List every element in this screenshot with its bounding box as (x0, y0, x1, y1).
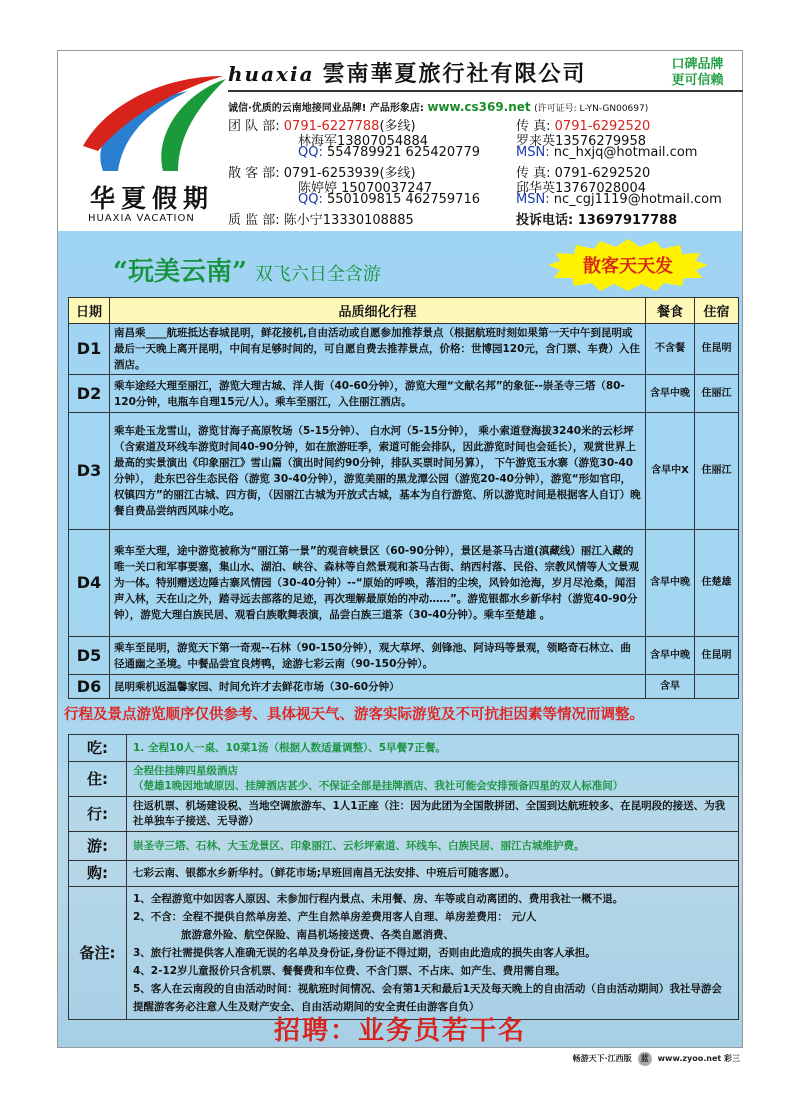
note: 1、全程游览中如因客人原因、未参加行程内景点、未用餐、房、车等或自动离团的、费用我社一概不退。 (133, 893, 624, 905)
tour-title (113, 251, 381, 288)
note: 旅游意外险、航空保险、南昌机场接送费、各类自愿消费、 (181, 929, 454, 941)
label: 行: (69, 797, 127, 832)
qq: 554789921 625420779 (326, 145, 480, 160)
itinerary-section (58, 231, 742, 1047)
msn-label: MSN: (516, 192, 554, 207)
text: 七彩云南、银都水乡新华村。（鲜花市场;早班回南昌无法安排、中班后可随客愿）。 (127, 861, 739, 887)
table-header (69, 298, 739, 324)
title-main: “玩美云南” (113, 257, 247, 287)
desc: 乘车至大理，途中游览被称为“丽江第一景”的观音峡景区（60-90分钟），景区是茶马古道(滇藏线）丽江入藏的唯一关口和军事要塞，集山水、湖泊、峡谷、森林等自然景观和茶马古街、纳西村落、民俗、宗教风情等人文景观为一体。特别赠送边陲古寨风情园（30-40分钟）--“原始的呼唤，落泪的尘埃，风铃如沧海，岁月尽沧桑，闻泪声入林，天在山之外，踏寻远去部落的足迹，再次理解最原始的冲动……”。游览银都水乡新华村（游览40-90分钟），游览大理白族民居、观看白族歌舞表演，品尝白族三道茶（30-40分钟）。乘车至楚雄 。 (110, 530, 646, 637)
stay: 住丽江 (695, 413, 739, 530)
brand-en: huaxia (228, 62, 315, 86)
title-sub: 双飞六日全含游 (254, 264, 381, 285)
quality-dept: 质 监 部: 陈小宁13330108885 (228, 213, 414, 228)
note: (多线) (379, 119, 416, 134)
msn: nc_cgj1119@hotmail.com (553, 192, 722, 207)
note: 5、客人在云南段的自由活动时间：视航班时间情况、会有第1天和最后1天及每天晚上的自由活动（自由活动期间）我社导游会提醒游客务必注意人生及财产安全、自由活动期间的安全责任由游客自负） (133, 983, 722, 1013)
text: 往返机票、机场建设税、当地空调旅游车、1人1正座（注：因为此团为全国散拼团、全国到达航班较多、在昆明段的接送、为我社单独车子接送、无导游） (127, 797, 739, 832)
burst-text: 散客天天发 (583, 256, 673, 277)
desc: 昆明乘机返温馨家园、时间允许才去鲜花市场（30-60分钟） (110, 675, 646, 699)
slogan (655, 57, 740, 89)
itinerary-table (68, 297, 739, 699)
daily-departure-badge (548, 239, 708, 291)
retail-qq (298, 192, 480, 207)
day: D1 (69, 324, 110, 375)
qq-label: QQ: (298, 145, 327, 160)
info-row-eat (69, 735, 739, 762)
day: D5 (69, 637, 110, 675)
retail-msn (516, 192, 722, 207)
label: 备注: (69, 887, 127, 1020)
slogan-line: 更可信赖 (671, 73, 724, 88)
table-row (69, 530, 739, 637)
flyer (57, 50, 743, 1048)
label: 游: (69, 832, 127, 861)
info-row-shop (69, 861, 739, 887)
note: 2、不含：全程不提供自然单房差、产生自然单房差费用客人自理、单房差费用： 元/人 (133, 911, 537, 923)
complaint-phone: 投诉电话: 13697917788 (516, 213, 678, 228)
note: 3、旅行社需提供客人准确无误的名单及身份证,身份证不得过期，否则由此造成的损失由客人承担。 (133, 947, 596, 959)
label: 团 队 部: (228, 119, 284, 134)
day: D3 (69, 413, 110, 530)
table-row (69, 324, 739, 375)
info-row-travel (69, 797, 739, 832)
label: 购: (69, 861, 127, 887)
note: 4、2-12岁儿童报价只含机票、餐餐费和车位费、不含门票、不占床、如产生、费用需自理。 (133, 965, 566, 977)
day: D4 (69, 530, 110, 637)
meal: 含早中晚 (646, 375, 695, 413)
slogan-line: 口碑品牌 (671, 57, 724, 72)
table-row (69, 375, 739, 413)
label: 传 真: (516, 166, 555, 181)
label: 散 客 部: (228, 166, 284, 181)
license: (许可证号: L-YN-GN00697) (534, 104, 649, 114)
logo-cn: 华夏假期 (90, 184, 215, 213)
msn: nc_hxjq@hotmail.com (553, 145, 698, 160)
stay: 住楚雄 (695, 530, 739, 637)
stay: 住丽江 (695, 375, 739, 413)
table-row (69, 675, 739, 699)
label: 吃: (69, 735, 127, 762)
label: 住: (69, 762, 127, 797)
team-contact2: 罗来英13576279958 (516, 134, 646, 149)
qq: 550109815 462759716 (326, 192, 480, 207)
section: 畅游天下·江西版 (572, 1054, 632, 1063)
team-msn (516, 145, 697, 160)
meal: 含早 (646, 675, 695, 699)
badge: 蓝 (638, 1052, 652, 1066)
stay: 住昆明 (695, 324, 739, 375)
brand-cn: 雲南華夏旅行社有限公司 (322, 61, 587, 87)
label: 传 真: (516, 119, 555, 134)
desc: 乘车赴玉龙雪山，游览甘海子高原牧场（5-15分钟）、 白水河（5-15分钟）， 乘小索道登海拔3240米的云杉坪（含索道及环线车游览时间40-90分钟，如在旅游旺季，索道可能会排队，因此游览时间也会延长），观赏世界上最高的实景演出《印象丽江》雪山篇（演出时间约90分钟，排队买票时间另算）， 下午游览玉水寨（游览30-40分钟）， 赴东巴谷生态民俗（游览 30-40分钟），游览美丽的黑龙潭公园（游览20-40分钟），游览“形如官印，权镇四方”的丽江古城、四方街，（因丽江古城为开放式古城，基本为自行游览、所以游览时间是根据客人自订）晚餐自费品尝纳西风味小吃。 (110, 413, 646, 530)
adjustment-notice: 行程及景点游览顺序仅供参考、具体视天气、游客实际游览及不可抗拒因素等情况而调整。 (64, 707, 644, 723)
col-meals: 餐食 (646, 298, 695, 324)
msn-label: MSN: (516, 145, 554, 160)
page-footer (573, 1052, 740, 1066)
col-itinerary: 品质细化行程 (110, 298, 646, 324)
logo-arcs-icon (78, 61, 228, 176)
col-lodging: 住宿 (695, 298, 739, 324)
site: www.zyoo.net (657, 1054, 722, 1063)
stay (695, 675, 739, 699)
page-number: 彩三 (724, 1054, 740, 1063)
phone: 0791-6227788 (283, 119, 380, 134)
stay: 住昆明 (695, 637, 739, 675)
website-link[interactable]: www.cs369.net (427, 100, 531, 114)
retail-contact2: 邱华英13767028004 (516, 181, 646, 196)
text: 1. 全程10人一桌、10菜1汤（根据人数适量调整）、5早餐7正餐。 (127, 735, 739, 762)
logo-en: HUAXIA VACATION (88, 213, 195, 224)
header (58, 51, 742, 231)
table-row (69, 413, 739, 530)
team-contact: 林海军13807054884 (298, 134, 428, 149)
desc: 南昌乘____航班抵达春城昆明，鲜花接机,自由活动或自愿参加推荐景点（根据航班时刻如果第一天中午到昆明或最后一天晚上离开昆明，中间有足够时间的，可自愿自费去推荐景点，价格：世博园120元，含门票、车费）入住酒店。 (110, 324, 646, 375)
day: D6 (69, 675, 110, 699)
info-row-notes (69, 887, 739, 1020)
text: （楚雄1晚因地域原因、挂牌酒店甚少、不保证全部是挂牌酒店、我社可能会安排预备四星的双人标准间） (133, 780, 624, 792)
meal: 含早中晚 (646, 530, 695, 637)
qq-label: QQ: (298, 192, 327, 207)
inclusions-table (68, 734, 739, 1020)
tagline (228, 99, 648, 114)
desc: 乘车途经大理至丽江，游览大理古城、洋人街（40-60分钟），游览大理“文献名邦”的象征--崇圣寺三塔（80-120分钟，电瓶车自理15元/人）。乘车至丽江，入住丽江酒店。 (110, 375, 646, 413)
tagline-text: 诚信·优质的云南地接同业品牌! 产品形象店: (228, 103, 428, 114)
phone: 0791-6253939(多线) (283, 166, 416, 181)
day: D2 (69, 375, 110, 413)
text: 崇圣寺三塔、石林、大玉龙景区、印象丽江、云杉坪索道、环线车、白族民居、丽江古城维护费。 (127, 832, 739, 861)
info-row-stay (69, 762, 739, 797)
fax: 0791-6292520 (554, 166, 651, 181)
meal: 不含餐 (646, 324, 695, 375)
table-row (69, 637, 739, 675)
recruitment-banner: 招聘：业务员若干名 (273, 1016, 526, 1046)
meal: 含早中X (646, 413, 695, 530)
text: 全程住挂牌四星级酒店 (133, 765, 238, 777)
meal: 含早中晚 (646, 637, 695, 675)
logo (78, 61, 228, 226)
fax: 0791-6292520 (554, 119, 651, 134)
retail-contact: 陈婷婷 15070037247 (298, 181, 433, 196)
col-date: 日期 (69, 298, 110, 324)
desc: 乘车至昆明，游览天下第一奇观--石林（90-150分钟），观大草坪、剑锋池、阿诗玛等景观，领略奇石林立、曲径通幽之圣境。中餐品尝宜良烤鸭，途游七彩云南（90-150分钟）。 (110, 637, 646, 675)
team-qq (298, 145, 480, 160)
info-row-tour (69, 832, 739, 861)
